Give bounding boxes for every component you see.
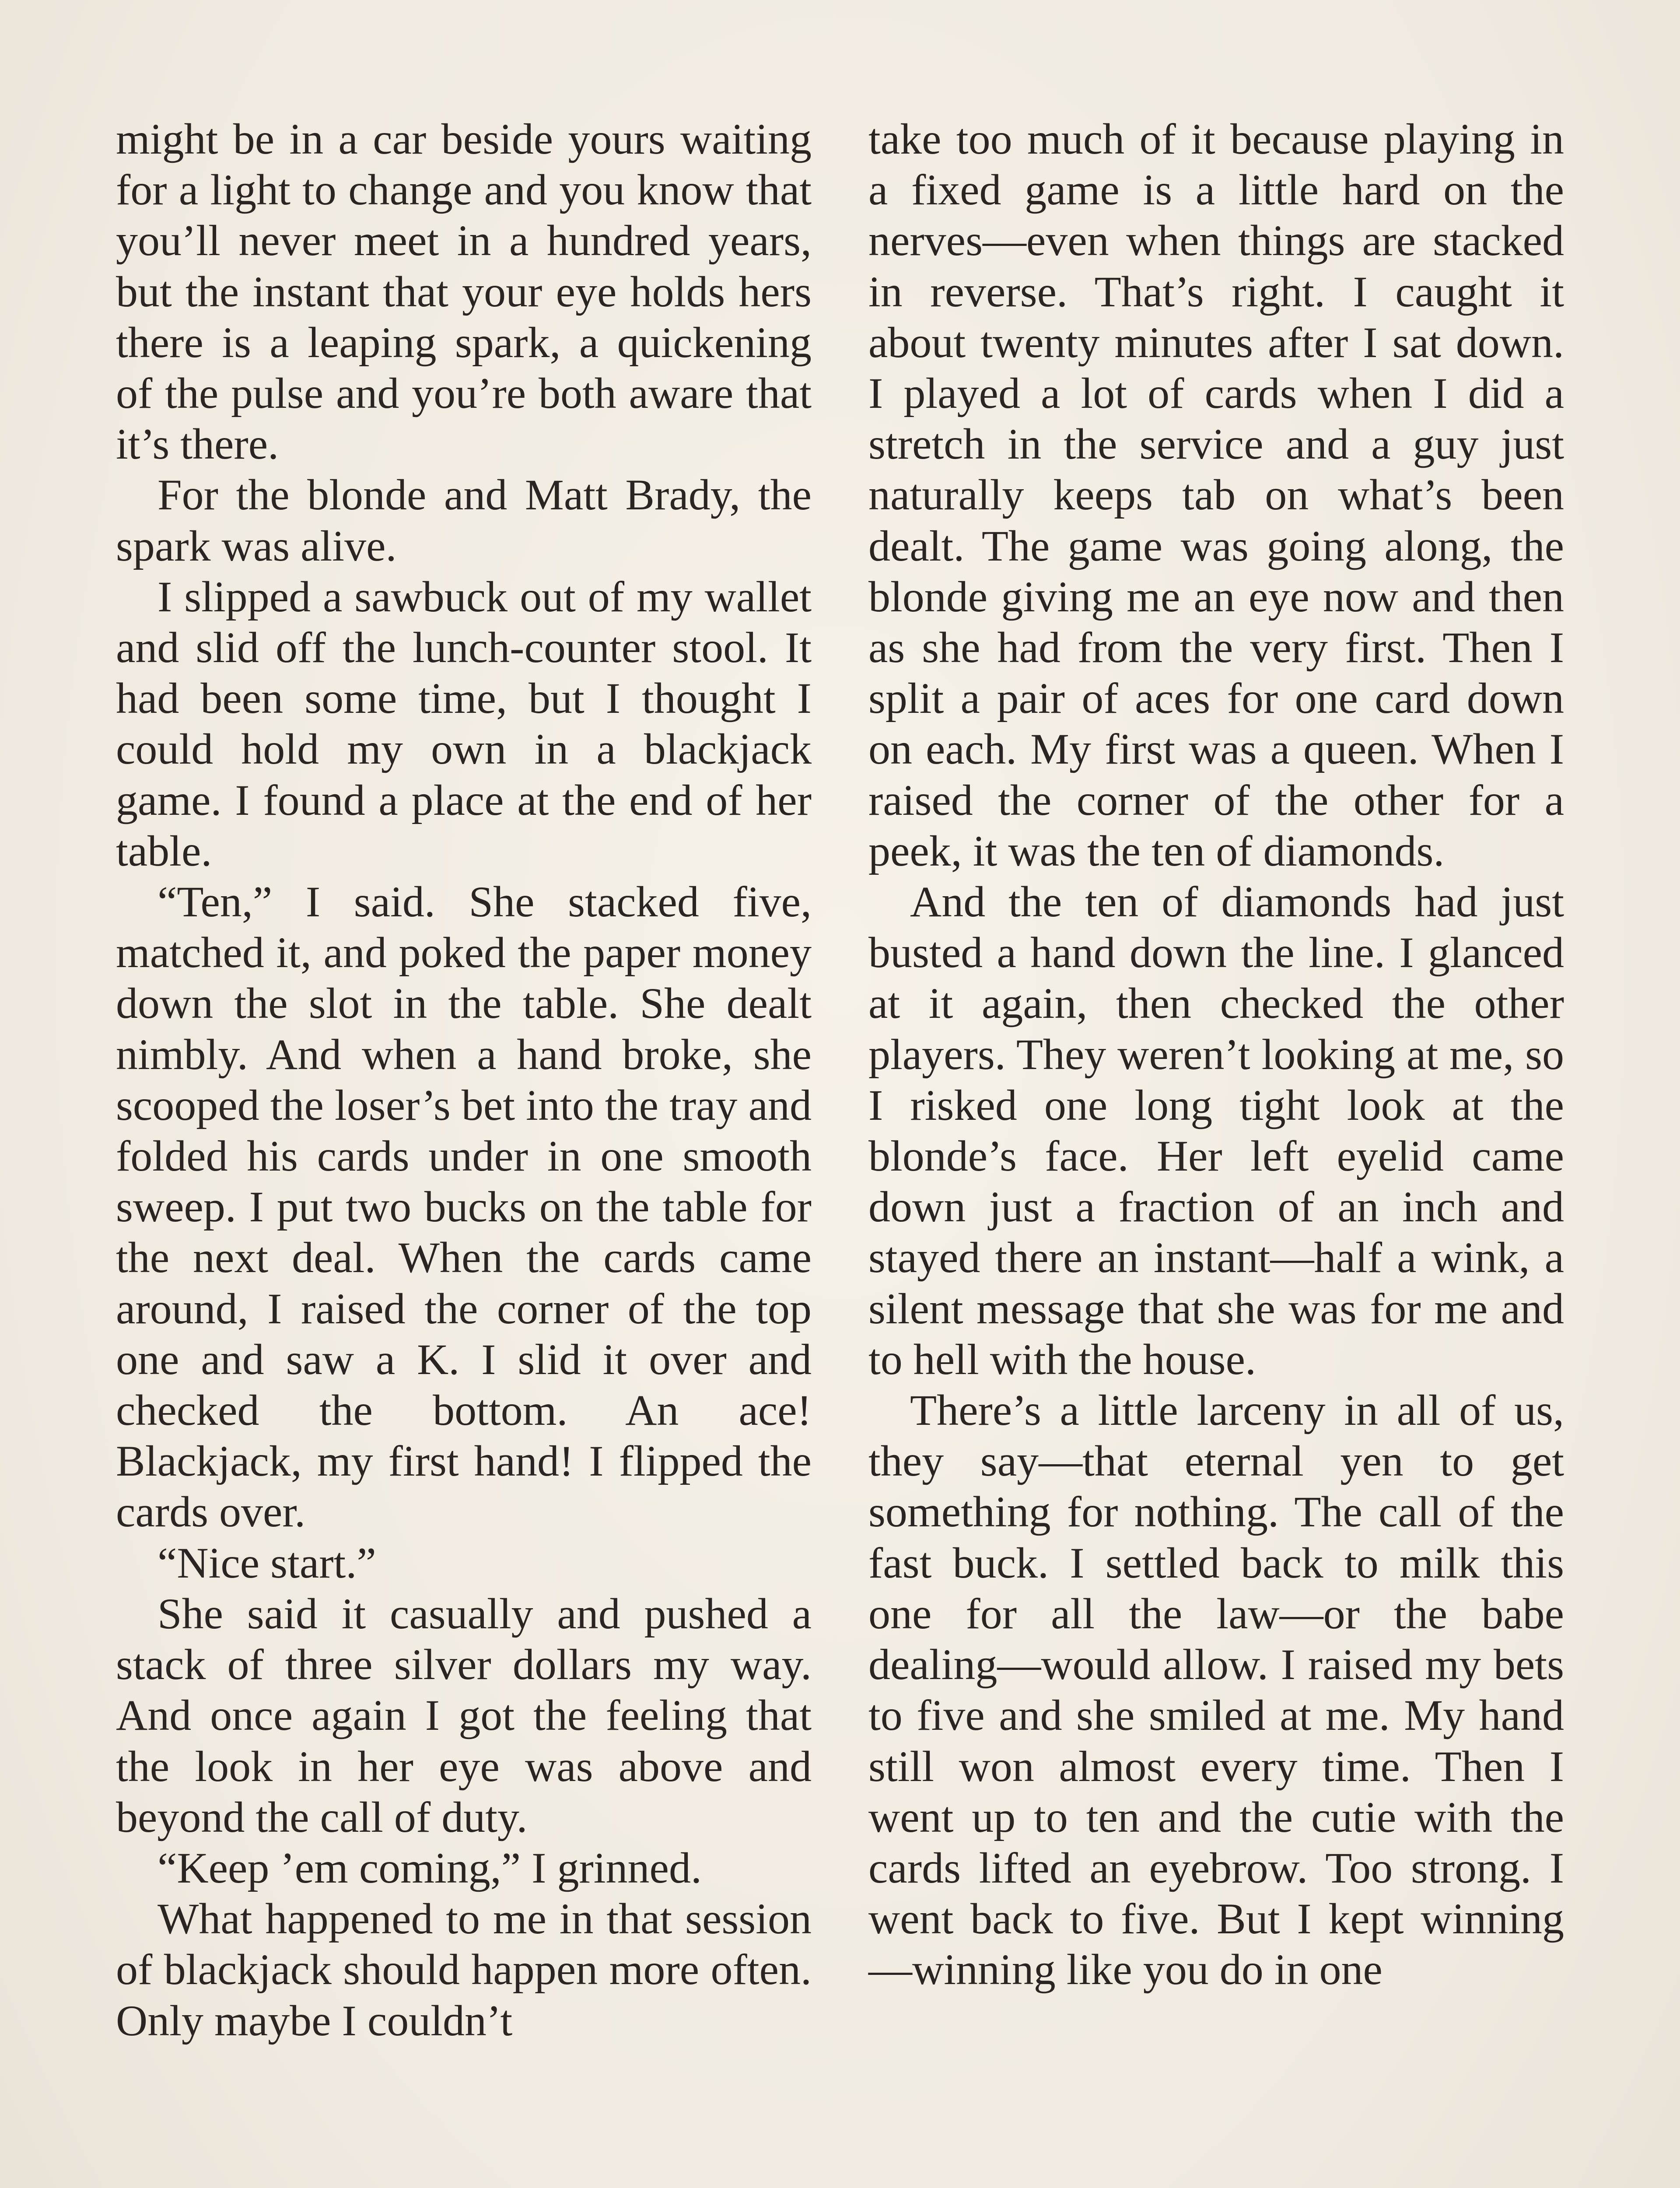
paragraph: might be in a car beside yours waiting for a light to change and you know that you’ll never meet in a hundred years, but the instant that your eye holds hers there is a leaping spark, a quickening of the pulse and you’re both aware that it’s there. bbox=[116, 115, 812, 469]
paragraph: For the blonde and Matt Brady, the spark was alive. bbox=[116, 470, 812, 570]
paragraph: I slipped a sawbuck out of my wallet and slid off the lunch-counter stool. It had been some time, but I thought I could hold my own in a blackjack game. I found a place at the end of her table. bbox=[116, 572, 812, 875]
paragraph: What happened to me in that session of blackjack should happen more often. Only maybe I couldn’t bbox=[116, 1894, 812, 2045]
text-column-right bbox=[868, 114, 1564, 1995]
paragraph: “Nice start.” bbox=[158, 1538, 376, 1587]
paragraph: She said it casually and pushed a stack of three silver dollars my way. And once again I got the feeling that the look in her eye was above and beyond the call of duty. bbox=[116, 1589, 812, 1841]
text-column-left bbox=[116, 114, 812, 2046]
paragraph: “Ten,” I said. She stacked five, matched it, and poked the paper money down the slot in the table. She dealt nimbly. And when a hand broke, she scooped the loser’s bet into the tray and folded his cards under in one smooth sweep. I put two bucks on the table for the next deal. When the cards came around, I raised the corner of the top one and saw a K. I slid it over and checked the bottom. An ace! Blackjack, my first hand! I flipped the cards over. bbox=[116, 877, 812, 1536]
paragraph: There’s a little larceny in all of us, they say—that eternal yen to get something for nothing. The call of the fast buck. I settled back to milk this one for all the law—or the babe dealing—would allow. I raised my bets to five and she smiled at me. My hand still won almost every time. Then I went up to ten and the cutie with the cards lifted an eyebrow. Too strong. I went back to five. But I kept winning—winning like you do in one bbox=[868, 1386, 1564, 1994]
paragraph: take too much of it because playing in a fixed game is a little hard on the nerves—even when things are stacked in reverse. That’s right. I caught it about twenty minutes after I sat down. I played a lot of cards when I did a stretch in the service and a guy just naturally keeps tab on what’s been dealt. The game was going along, the blonde giving me an eye now and then as she had from the very first. Then I split a pair of aces for one card down on each. My first was a queen. When I raised the corner of the other for a peek, it was the ten of diamonds. bbox=[868, 115, 1564, 875]
paragraph: And the ten of diamonds had just busted a hand down the line. I glanced at it again, then checked the other players. They weren’t looking at me, so I risked one long tight look at the blonde’s face. Her left eyelid came down just a fraction of an inch and stayed there an instant—half a wink, a silent message that she was for me and to hell with the house. bbox=[868, 877, 1564, 1384]
paragraph: “Keep ’em coming,” I grinned. bbox=[158, 1843, 702, 1892]
